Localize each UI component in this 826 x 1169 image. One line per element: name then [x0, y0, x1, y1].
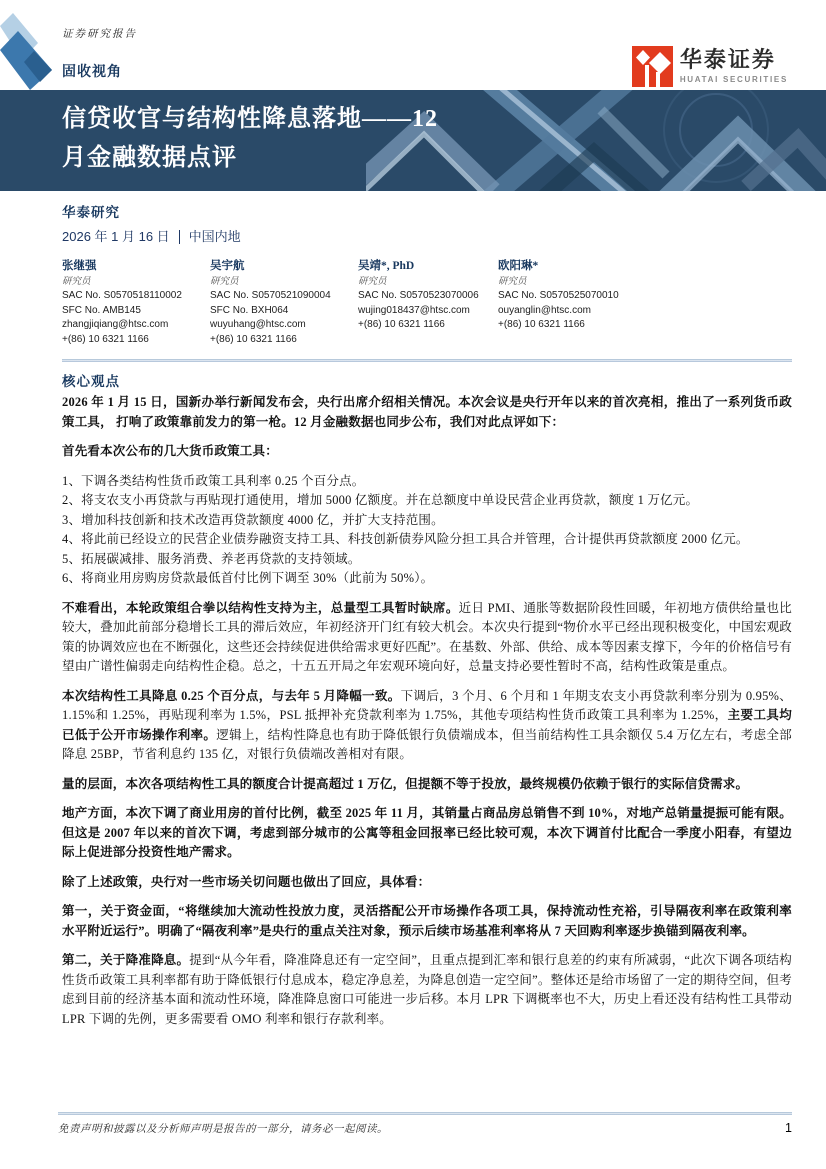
analyst-detail: SFC No. AMB145: [62, 304, 141, 316]
analyst-list: [62, 259, 792, 347]
footer-divider: [58, 1112, 792, 1115]
report-type-label: 证券研究报告: [62, 29, 137, 40]
core-paragraph: [62, 775, 792, 795]
bold-text-segment: 2026 年 1 月 15 日，国新办举行新闻发布会，央行出席介绍相关情况。本次会议是央行开年以来的首次亮相，推出了一系列货币政策工具， 打响了政策靠前发力的第一枪。12 月金融数据也同步公布，我们对此点评如下：: [62, 395, 792, 429]
disclaimer-text: 免责声明和披露以及分析师声明是报告的一部分，请务必一起阅读。: [58, 1124, 388, 1135]
analyst-detail: +(86) 10 6321 1166: [210, 333, 297, 345]
bold-text-segment: 第二，关于降准降息。: [62, 953, 190, 967]
text-segment: 1、下调各类结构性货币政策工具利率 0.25 个百分点。: [62, 473, 365, 488]
title-banner: [0, 90, 826, 191]
analyst-role: 研究员: [210, 277, 239, 287]
report-date: 2026 年 1 月 16 日: [62, 229, 170, 244]
analyst-detail: SAC No. S0570518110002: [62, 290, 182, 301]
text-segment: 5、拓展碳减排、服务消费、养老再贷款的支持领域。: [62, 551, 361, 566]
text-segment: 逻辑上，结构性降息也有助于降低银行负债端成本，但当前结构性工具余额仅 5.4 万亿左右，考虑全部降息 25BP，节省利息约 135 亿，对银行负债端改善相对有限。: [62, 727, 792, 761]
date-region-line: [62, 228, 792, 246]
analyst-role: 研究员: [498, 277, 527, 287]
text-segment: 2、将支农支小再贷款与再贴现打通使用，增加 5000 亿额度。并在总额度中单设民营企业再贷款，额度 1 万亿元。: [62, 493, 699, 507]
bold-text-segment: 除了上述政策，央行对一些市场关切问题也做出了回应，具体看：: [62, 874, 431, 889]
analyst-detail: SAC No. S0570523070006: [358, 290, 479, 301]
bold-text-segment: 不难看出，本轮政策组合拳以结构性支持为主，总量型工具暂时缺席。: [62, 600, 459, 615]
analyst-detail: ouyanglin@htsc.com: [498, 304, 591, 316]
analyst-card: [210, 259, 358, 347]
analyst-card: [498, 259, 738, 347]
analyst-name: 吴宇航: [210, 260, 245, 272]
text-segment: 6、将商业用房购房贷款最低首付比例下调至 30%（此前为 50%）。: [62, 571, 434, 585]
core-paragraph: [62, 472, 792, 492]
core-paragraph: [62, 902, 792, 941]
core-paragraph: [62, 530, 792, 550]
analyst-card: [358, 259, 498, 347]
analyst-name: 张继强: [62, 260, 97, 272]
brand-name-cn: 华泰证券: [679, 47, 776, 72]
core-paragraph: [62, 599, 792, 677]
report-title-line1: 信贷收官与结构性降息落地——12: [62, 106, 438, 132]
analyst-name: 欧阳琳*: [498, 260, 539, 272]
report-title: [0, 90, 520, 178]
analyst-role: 研究员: [62, 277, 91, 287]
bold-text-segment: 第一，关于资金面，“将继续加大流动性投放力度，灵活搭配公开市场操作各项工具，保持流动性充裕，引导隔夜利率在政策利率水平附近运行”。明确了“隔夜利率”是央行的重点关注对象，预示后续市场基准利率将从 7 天回购利率逐步换锚到隔夜利率。: [62, 904, 792, 938]
division-label: 华泰研究: [62, 205, 120, 220]
bold-text-segment: 本次结构性工具降息 0.25 个百分点，与去年 5 月降幅一致。: [62, 688, 401, 703]
analyst-detail: SAC No. S0570525070010: [498, 290, 619, 301]
analyst-detail: +(86) 10 6321 1166: [62, 333, 149, 345]
text-segment: 4、将此前已经设立的民营企业债券融资支持工具、科技创新债券风险分担工具合并管理，合计提供再贷款额度 2000 亿元。: [62, 532, 749, 546]
text-segment: 提到“从今年看，降准降息还有一定空间”，且重点提到汇率和银行息差的约束有所减弱，“此次下调各项结构性货币政策工具利率都有助于降低银行付息成本，稳定净息差，为降息创造一定空间”。整体还是给市场留了一定的期待空间，但考虑到目前的经济基本面和流动性环境，降准降息窗口可能进一步后移。本月 LPR 下调概率也不大，历史上看还没有结构性工具带动 LPR 下调的先例，更多需要看 OMO 利率和银行存款利率。: [62, 953, 792, 1026]
core-paragraph: [62, 393, 792, 432]
report-title-line2: 月金融数据点评: [62, 145, 237, 171]
core-view-body: [62, 393, 792, 1029]
core-paragraph: [62, 491, 792, 511]
main-content: [62, 205, 792, 1029]
core-paragraph: [62, 804, 792, 863]
analyst-detail: SAC No. S0570521090004: [210, 290, 331, 301]
analyst-detail: wujing018437@htsc.com: [358, 304, 470, 316]
bold-text-segment: 地产方面，本次下调了商业用房的首付比例，截至 2025 年 11 月，其销量占商品房总销售不到 10%，对地产总销量提振可能有限。但这是 2007 年以来的首次下调，考虑到部分城市的公寓等租金回报率已经比较可观，本次下调首付比配合一季度小阳春，有望边际上促进部分投资性地产需求。: [62, 806, 792, 859]
core-paragraph: [62, 550, 792, 570]
date-region-separator: [179, 230, 180, 244]
core-paragraph: [62, 873, 792, 893]
page-number: 1: [785, 1121, 792, 1135]
text-segment: 下调后，3 个月、6 个月和 1 年期支农支小再贷款利率分别为 0.95%、1.15%和 1.25%，再贴现利率为 1.5%，PSL 抵押补充贷款利率为 1.75%，其他专项结构性货币政策工具利率为 1.25%，: [62, 688, 793, 722]
analyst-role: 研究员: [358, 277, 387, 287]
report-region: 中国内地: [188, 229, 241, 244]
core-paragraph: [62, 951, 792, 1029]
section-divider: [62, 359, 792, 362]
report-category-label: 固收视角: [62, 65, 122, 80]
core-paragraph: [62, 442, 792, 462]
bold-text-segment: 主要工具均已低于公开市场操作利率。: [62, 708, 792, 742]
brand-name-en: HUATAI SECURITIES: [679, 75, 788, 84]
bold-text-segment: 量的层面，本次各项结构性工具的额度合计提高超过 1 万亿，但提额不等于投放，最终规模仍依赖于银行的实际信贷需求。: [62, 776, 749, 791]
text-segment: 近日 PMI、通胀等数据阶段性回暖，年初地方债供给量也比较大，叠加此前部分稳增长工具的滞后效应，年初经济开门红有较大机会。本次央行提到“物价水平已经出现积极变化，中国宏观政策的协调效应也在不断强化，这些还会持续促进供给需求更好匹配”。在基数、外部、供给、成本等因素支撑下，今年的价格信号有望由广谱性偏弱走向结构性企稳。总之，十五五开局之年宏观环境向好，总量支持必要性暂时不高，结构性政策是重点。: [62, 600, 792, 673]
core-paragraph: [62, 511, 792, 531]
core-paragraph: [62, 687, 792, 765]
core-view-heading: 核心观点: [62, 374, 120, 389]
huatai-logo-icon: [632, 46, 673, 87]
analyst-card: [62, 259, 210, 347]
analyst-detail: wuyuhang@htsc.com: [210, 319, 306, 330]
page-footer: [58, 1112, 792, 1136]
bold-text-segment: 首先看本次公布的几大货币政策工具：: [62, 444, 278, 458]
text-segment: 3、增加科技创新和技术改造再贷款额度 4000 亿，并扩大支持范围。: [62, 512, 444, 527]
analyst-detail: SFC No. BXH064: [210, 304, 289, 316]
analyst-name: 吴靖*, PhD: [358, 260, 415, 272]
analyst-detail: zhangjiqiang@htsc.com: [62, 319, 169, 330]
core-paragraph: [62, 569, 792, 589]
analyst-detail: +(86) 10 6321 1166: [498, 319, 585, 330]
analyst-detail: +(86) 10 6321 1166: [358, 319, 445, 330]
huatai-logo: [632, 46, 788, 87]
